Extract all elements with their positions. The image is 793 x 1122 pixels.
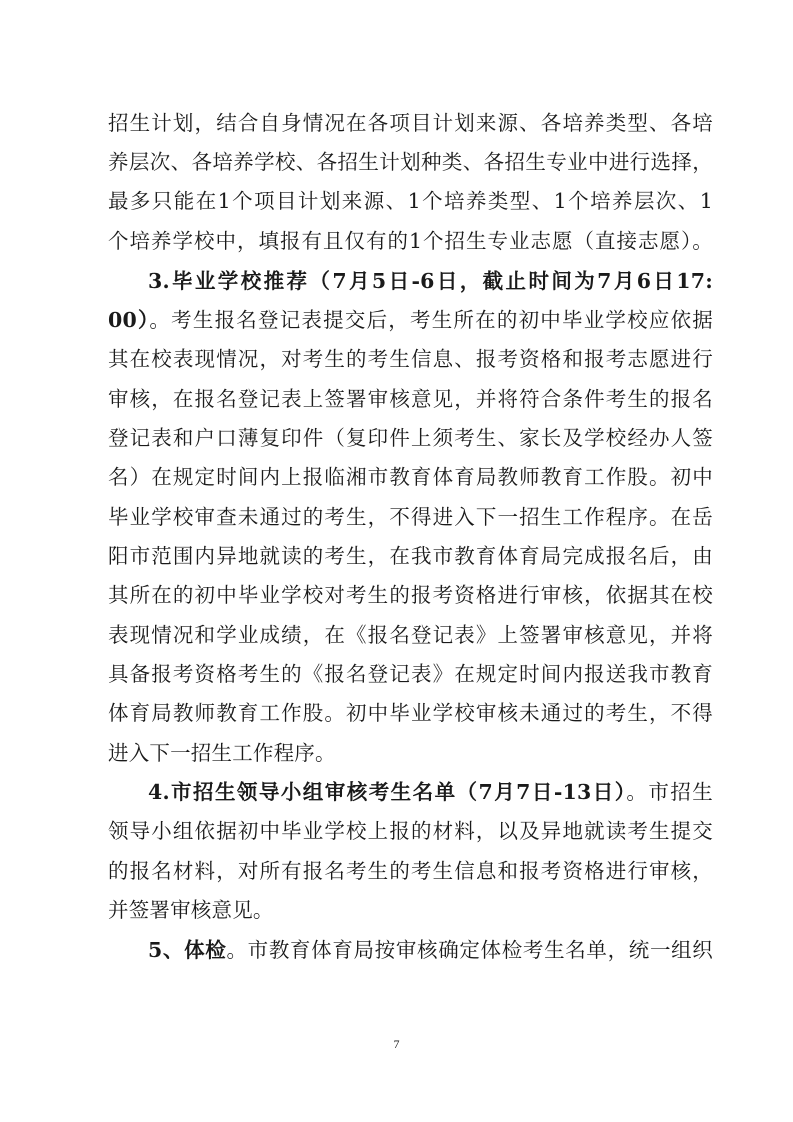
section-4-heading-rest: 。市招生 bbox=[626, 780, 713, 804]
section-5-heading-rest: 。市教育体育局按审核确定体检考生名单，统一组织 bbox=[226, 938, 713, 962]
section-3-first-line-rest: 。考生报名登记表提交后，考生所在的初中毕业学校应依据 bbox=[149, 308, 713, 332]
section-3-line: 审核，在报名登记表上签署审核意见，并将符合条件考生的报名 bbox=[108, 387, 713, 411]
section-3-line bbox=[108, 307, 713, 333]
section-3-line: 毕业学校审查未通过的考生，不得进入下一招生工作程序。在岳 bbox=[108, 505, 713, 529]
section-4-heading: 4.市招生领导小组审核考生名单（7月7日-13日） bbox=[148, 780, 627, 804]
section-3-heading-cont: 00） bbox=[108, 308, 150, 332]
section-3-line: 表现情况和学业成绩，在《报名登记表》上签署审核意见，并将 bbox=[108, 623, 713, 647]
section-3-heading: 3.毕业学校推荐（7月5日-6日，截止时间为7月6日17: bbox=[148, 269, 713, 293]
section-3-line: 名）在规定时间内上报临湘市教育体育局教师教育工作股。初中 bbox=[108, 465, 713, 489]
text-line: 养层次、各培养学校、各招生计划种类、各招生专业中进行选择， bbox=[108, 150, 713, 174]
section-4-line: 领导小组依据初中毕业学校上报的材料，以及异地就读考生提交 bbox=[108, 819, 713, 843]
section-3-line: 登记表和户口薄复印件（复印件上须考生、家长及学校经办人签 bbox=[108, 426, 713, 450]
section-4-line: 并签署审核意见。 bbox=[108, 898, 274, 922]
section-4-heading-line bbox=[148, 779, 713, 805]
text-line: 招生计划，结合自身情况在各项目计划来源、各培养类型、各培 bbox=[108, 111, 713, 135]
text-line: 最多只能在1个项目计划来源、1个培养类型、1个培养层次、1 bbox=[108, 189, 713, 213]
text-line: 个培养学校中，填报有且仅有的1个招生专业志愿（直接志愿）。 bbox=[108, 229, 713, 253]
section-3-line: 其所在的初中毕业学校对考生的报考资格进行审核，依据其在校 bbox=[108, 583, 713, 607]
section-3-line: 阳市范围内异地就读的考生，在我市教育体育局完成报名后，由 bbox=[108, 544, 713, 568]
section-3-line: 其在校表现情况，对考生的考生信息、报考资格和报考志愿进行 bbox=[108, 347, 713, 371]
section-3-line: 进入下一招生工作程序。 bbox=[108, 741, 336, 765]
section-5-heading-line bbox=[148, 937, 713, 963]
section-5-heading: 5、体检 bbox=[148, 938, 227, 962]
section-3-line: 体育局教师教育工作股。初中毕业学校审核未通过的考生，不得 bbox=[108, 701, 713, 725]
section-3-line: 具备报考资格考生的《报名登记表》在规定时间内报送我市教育 bbox=[108, 662, 713, 686]
page-number: 7 bbox=[393, 1037, 400, 1051]
section-4-line: 的报名材料，对所有报名考生的考生信息和报考资格进行审核， bbox=[108, 859, 713, 883]
